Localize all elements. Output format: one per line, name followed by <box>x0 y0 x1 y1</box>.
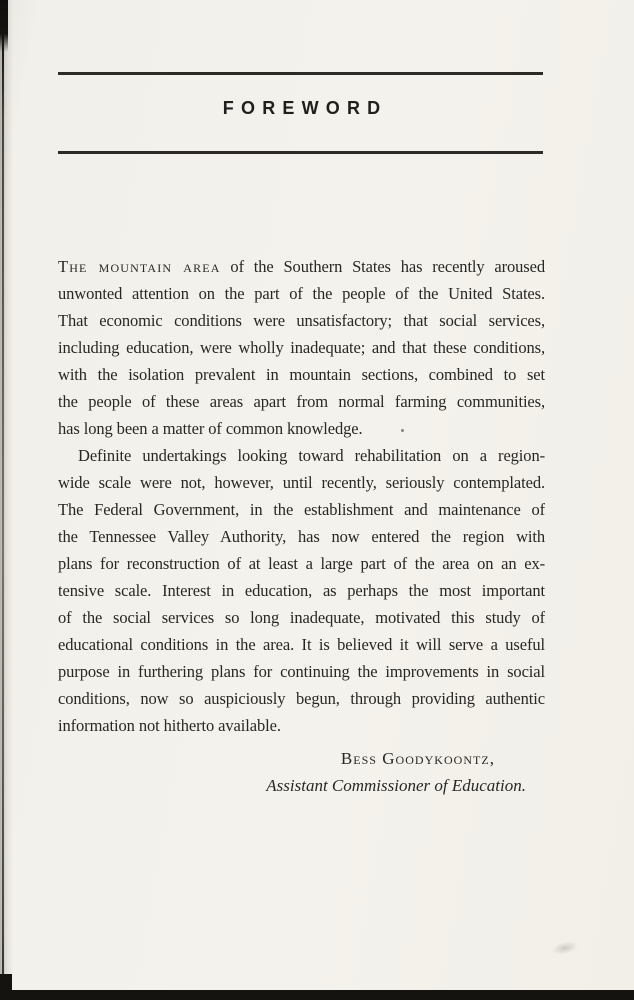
body-text-line: conditions, now so auspiciously begun, through providing authentic <box>58 689 545 708</box>
body-text-line: The mountain area of the Southern States has recently aroused <box>58 257 545 276</box>
body-text-line: purpose in furthering plans for continuing the improvements in social <box>58 662 545 681</box>
body-text-line: The Federal Government, in the establishment and maintenance of <box>58 500 545 519</box>
scan-bottom-edge <box>0 990 634 1000</box>
signature-block <box>58 745 545 799</box>
body-text-line: information not hitherto available. <box>58 716 281 735</box>
body-text-line: has long been a matter of common knowledge. <box>58 419 363 438</box>
body-text-line: with the isolation prevalent in mountain sections, combined to set <box>58 365 545 384</box>
body-text-line: the Tennessee Valley Authority, has now entered the region with <box>58 527 545 546</box>
small-caps-lead: The mountain area <box>58 257 221 276</box>
body-text-line: plans for reconstruction of at least a large part of the area on an ex- <box>58 554 545 573</box>
body-text-line: including education, were wholly inadequate; and that these conditions, <box>58 338 545 357</box>
body-text-line: wide scale were not, however, until recently, seriously contemplated. <box>58 473 545 492</box>
body-text-line: tensive scale. Interest in education, as perhaps the most important <box>58 581 545 600</box>
divider-rule <box>58 151 543 154</box>
body-text-line: unwonted attention on the part of the people of the United States. <box>58 284 545 303</box>
body-text-line: of the social services so long inadequate, motivated this study of <box>58 608 545 627</box>
scan-gutter-line <box>2 0 4 1000</box>
scan-speck <box>401 429 404 432</box>
signature-name: Bess Goodykoontz, <box>340 749 495 768</box>
body-text-line: educational conditions in the area. It is believed it will serve a useful <box>58 635 545 654</box>
body-text-line: That economic conditions were unsatisfactory; that social services, <box>58 311 545 330</box>
foreword-body <box>58 253 545 739</box>
top-rule <box>58 72 543 75</box>
page-title: FOREWORD <box>222 98 388 118</box>
body-text-line: Definite undertakings looking toward rehabilitation on a region- <box>78 446 545 465</box>
signature-role: Assistant Commissioner of Education. <box>266 776 526 795</box>
scan-bottom-corner <box>0 974 12 1000</box>
scan-smudge <box>551 939 579 956</box>
scan-corner-mark <box>0 0 8 52</box>
body-text-line: the people of these areas apart from normal farming communities, <box>58 392 545 411</box>
